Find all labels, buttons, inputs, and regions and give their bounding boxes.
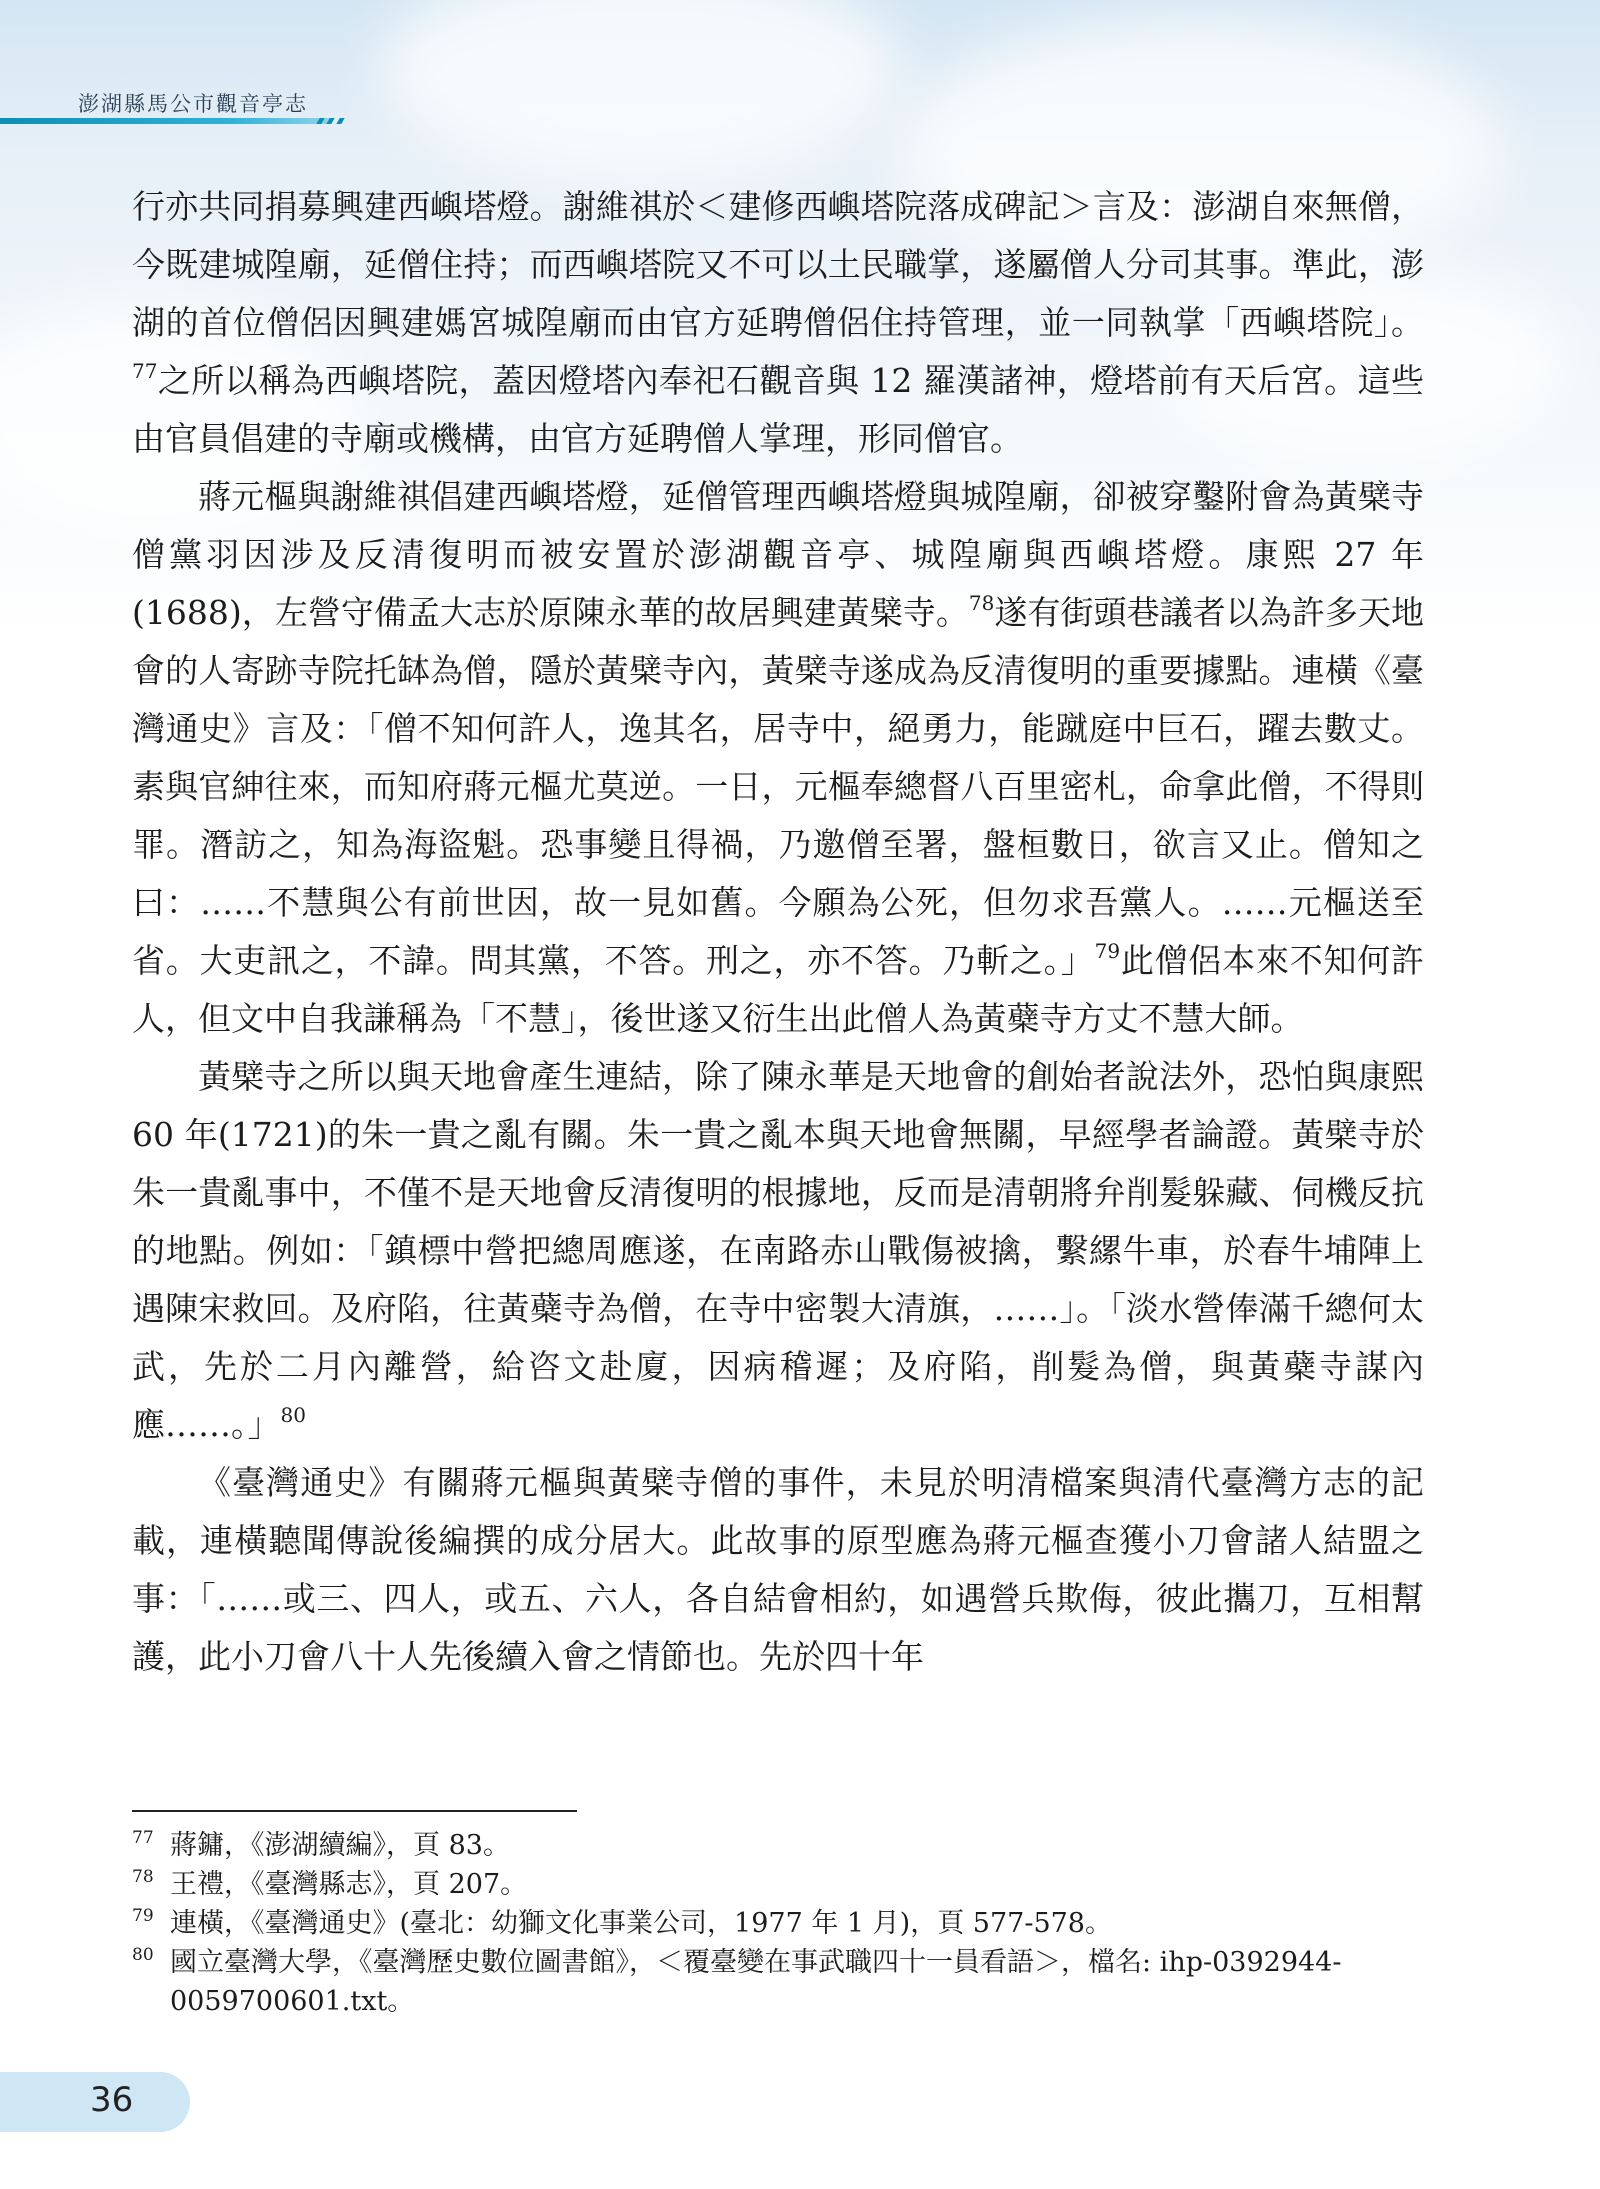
footnote-item [132, 1826, 1424, 1865]
footnote-item [132, 1943, 1424, 2021]
footnote-number: 78 [132, 1867, 154, 1887]
body-paragraph [132, 178, 1424, 468]
footnote-number: 79 [132, 1906, 154, 1926]
cloud-decoration [380, 0, 900, 180]
running-header [0, 88, 340, 118]
footnote-ref: 79 [1094, 939, 1121, 963]
paragraph-text: 行亦共同捐募興建西嶼塔燈。謝維祺於＜建修西嶼塔院落成碑記＞言及：澎湖自來無僧，今既建城隍廟，延僧住持；而西嶼塔院又不可以土民職掌，遂屬僧人分司其事。準此，澎湖的首位僧侶因興建媽宮城隍廟而由官方延聘僧侶住持管理，並一同執掌「西嶼塔院」。 [132, 187, 1424, 342]
footnote-text: 連橫，《臺灣通史》(臺北：幼獅文化事業公司，1977 年 1 月)，頁 577-578。 [170, 1908, 1112, 1939]
footnote-number: 77 [132, 1828, 154, 1848]
paragraph-text: 蔣元樞與謝維祺倡建西嶼塔燈，延僧管理西嶼塔燈與城隍廟，卻被穿鑿附會為黃檗寺僧黨羽因涉及反清復明而被安置於澎湖觀音亭、城隍廟與西嶼塔燈。康熙 27 年(1688)，左營守備孟大志於原陳永華的故居興建黃檗寺。 [132, 477, 1424, 632]
footnote-item [132, 1865, 1424, 1904]
footnote-text: 王禮，《臺灣縣志》，頁 207。 [170, 1869, 528, 1900]
body-paragraph [132, 1454, 1424, 1686]
footnote-ref: 77 [132, 359, 158, 383]
paragraph-text: 之所以稱為西嶼塔院，蓋因燈塔內奉祀石觀音與 12 羅漢諸神，燈塔前有天后宮。這些由官員倡建的寺廟或機構，由官方延聘僧人掌理，形同僧官。 [132, 361, 1424, 458]
body-paragraph [132, 1048, 1424, 1454]
footnote-item [132, 1904, 1424, 1943]
footnote-number: 80 [132, 1945, 154, 1965]
paragraph-text: 此僧侶本來不知何許人，但文中自我謙稱為「不慧」，後世遂又衍生出此僧人為黃蘗寺方丈不慧大師。 [132, 941, 1425, 1038]
body-paragraph [132, 468, 1424, 1048]
header-title: 澎湖縣馬公市觀音亭志 [78, 92, 308, 116]
page-number: 36 [90, 2080, 134, 2120]
body-text [132, 178, 1424, 1686]
paragraph-text: 《臺灣通史》有關蔣元樞與黃檗寺僧的事件，未見於明清檔案與清代臺灣方志的記載，連橫聽聞傳說後編撰的成分居大。此故事的原型應為蔣元樞查獲小刀會諸人結盟之事：「……或三、四人，或五、六人，各自結會相約，如遇營兵欺侮，彼此攜刀，互相幫護，此小刀會八十人先後續入會之情節也。先於四十年 [132, 1463, 1424, 1676]
footnote-ref: 80 [280, 1403, 306, 1427]
header-slash-decoration [336, 118, 344, 124]
footnote-text: 蔣鏞，《澎湖續編》，頁 83。 [170, 1830, 510, 1861]
footnote-text: 國立臺灣大學，《臺灣歷史數位圖書館》，＜覆臺變在事武職四十一員看語＞，檔名: ihp-0392944-0059700601.txt。 [170, 1947, 1342, 2017]
paragraph-text: 黃檗寺之所以與天地會產生連結，除了陳永華是天地會的創始者說法外，恐怕與康熙 60 年(1721)的朱一貴之亂有關。朱一貴之亂本與天地會無關，早經學者論證。黃檗寺於朱一貴亂事中，不僅不是天地會反清復明的根據地，反而是清朝將弁削髮躲藏、伺機反抗的地點。例如：「鎮標中營把總周應遂，在南路赤山戰傷被擒，繫縲牛車，於春牛埔陣上遇陳宋救回。及府陷，往黃蘗寺為僧，在寺中密製大清旗，……」。「淡水營俸滿千總何太武，先於二月內離營，給咨文赴廈，因病稽遲；及府陷，削髮為僧，與黃蘗寺謀內應……。」 [132, 1057, 1424, 1444]
footnote-ref: 78 [968, 591, 995, 615]
header-bar [0, 118, 330, 124]
footnote-divider [132, 1810, 577, 1812]
footnotes [132, 1826, 1424, 2021]
paragraph-text: 遂有街頭巷議者以為許多天地會的人寄跡寺院托缽為僧，隱於黃檗寺內，黃檗寺遂成為反清復明的重要據點。連橫《臺灣通史》言及：「僧不知何許人，逸其名，居寺中，絕勇力，能蹴庭中巨石，躍去數丈。素與官紳往來，而知府蔣元樞尤莫逆。一日，元樞奉總督八百里密札，命拿此僧，不得則罪。潛訪之，知為海盜魁。恐事變且得禍，乃邀僧至署，盤桓數日，欲言又止。僧知之曰：……不慧與公有前世因，故一見如舊。今願為公死，但勿求吾黨人。……元樞送至省。大吏訊之，不諱。問其黨，不答。刑之，亦不答。乃斬之。」 [132, 593, 1424, 980]
